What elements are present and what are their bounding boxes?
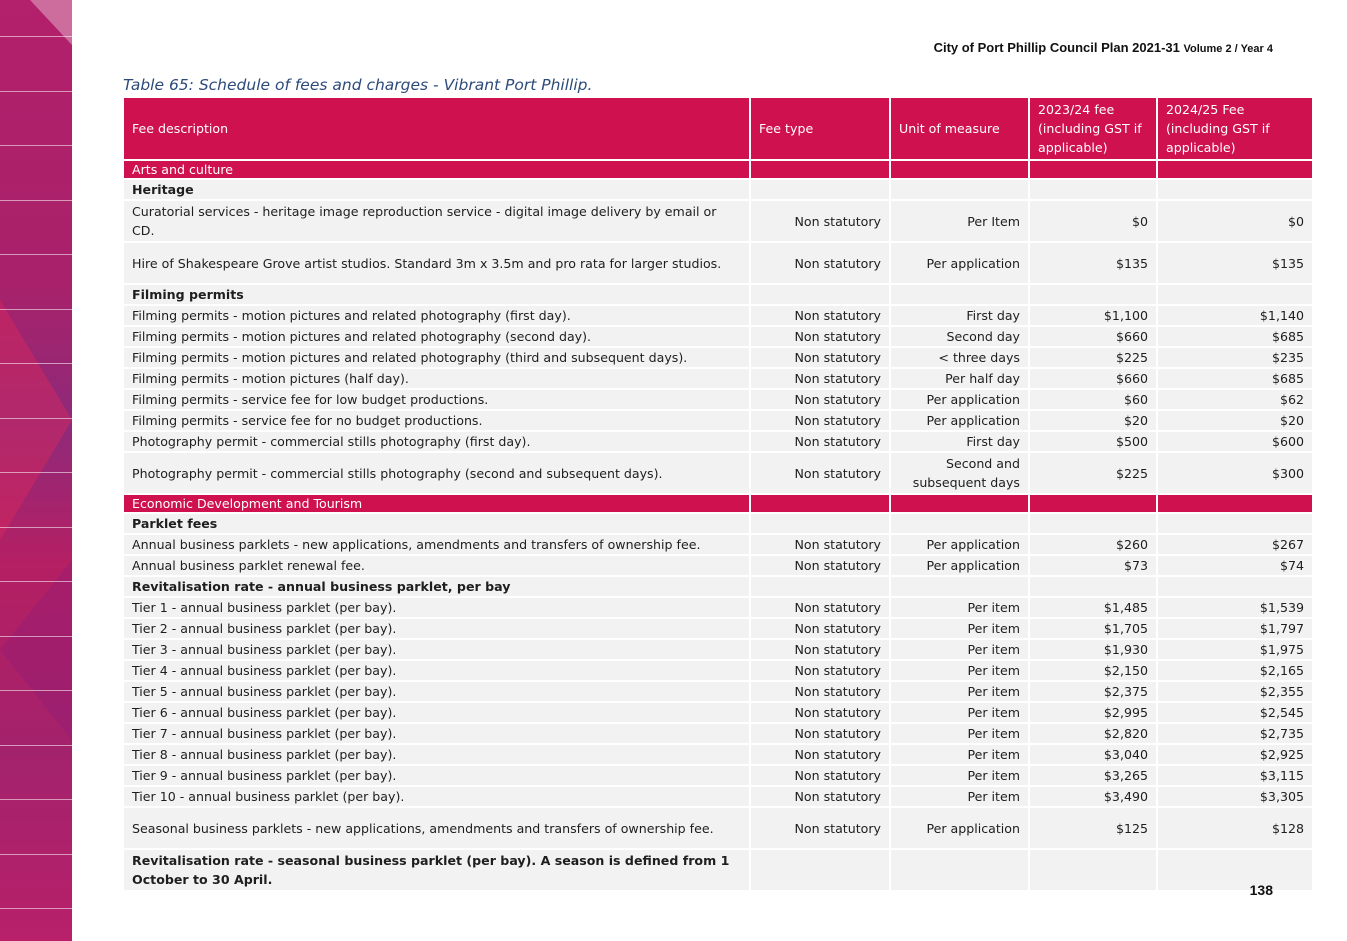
sidebar-divider-line	[0, 36, 72, 37]
sidebar-divider-line	[0, 527, 72, 528]
fee-2023-24-cell: $3,490	[1030, 785, 1158, 806]
fee-2023-24-cell: $3,040	[1030, 743, 1158, 764]
empty-cell	[751, 575, 891, 596]
empty-cell	[1030, 512, 1158, 533]
unit-of-measure-cell: Per item	[891, 596, 1030, 617]
fee-2024-25-cell: $3,305	[1158, 785, 1312, 806]
fee-2023-24-cell: $225	[1030, 346, 1158, 367]
empty-cell	[1158, 283, 1312, 304]
fee-description-cell: Tier 4 - annual business parklet (per bay).	[124, 659, 751, 680]
fee-2024-25-cell: $1,797	[1158, 617, 1312, 638]
table-row	[124, 764, 1312, 785]
fee-description-cell: Filming permits - motion pictures and related photography (first day).	[124, 304, 751, 325]
table-body	[124, 159, 1312, 890]
fee-type-cell: Non statutory	[751, 325, 891, 346]
subheading-row	[124, 178, 1312, 199]
unit-of-measure-cell: Per application	[891, 409, 1030, 430]
sidebar-divider-line	[0, 581, 72, 582]
subheading-row	[124, 575, 1312, 596]
table-row	[124, 367, 1312, 388]
empty-cell	[751, 178, 891, 199]
fee-2023-24-cell: $225	[1030, 451, 1158, 493]
fee-type-cell: Non statutory	[751, 722, 891, 743]
section-empty-cell	[751, 493, 891, 512]
fee-2024-25-cell: $300	[1158, 451, 1312, 493]
fee-2023-24-cell: $1,705	[1030, 617, 1158, 638]
fee-2023-24-cell: $3,265	[1030, 764, 1158, 785]
sidebar-divider-line	[0, 636, 72, 637]
empty-cell	[751, 848, 891, 890]
table-row	[124, 325, 1312, 346]
unit-of-measure-cell: First day	[891, 304, 1030, 325]
table-row	[124, 554, 1312, 575]
subheading-label: Parklet fees	[124, 512, 751, 533]
fee-description-cell: Annual business parklet renewal fee.	[124, 554, 751, 575]
fee-description-cell: Tier 1 - annual business parklet (per bay).	[124, 596, 751, 617]
fee-2023-24-cell: $1,930	[1030, 638, 1158, 659]
fee-type-cell: Non statutory	[751, 241, 891, 283]
document-header	[934, 40, 1273, 55]
table-row	[124, 304, 1312, 325]
fee-2024-25-cell: $685	[1158, 367, 1312, 388]
fee-type-cell: Non statutory	[751, 367, 891, 388]
table-row	[124, 430, 1312, 451]
subheading-label: Filming permits	[124, 283, 751, 304]
fee-type-cell: Non statutory	[751, 554, 891, 575]
fee-description-cell: Filming permits - motion pictures and related photography (second day).	[124, 325, 751, 346]
fee-type-cell: Non statutory	[751, 304, 891, 325]
fee-description-cell: Annual business parklets - new applications, amendments and transfers of ownership fee.	[124, 533, 751, 554]
subheading-row	[124, 512, 1312, 533]
fee-2023-24-cell: $660	[1030, 367, 1158, 388]
table-row	[124, 680, 1312, 701]
sidebar-divider-line	[0, 799, 72, 800]
table-row	[124, 241, 1312, 283]
fee-2023-24-cell: $125	[1030, 806, 1158, 848]
fee-type-cell: Non statutory	[751, 409, 891, 430]
fee-type-cell: Non statutory	[751, 764, 891, 785]
table-row	[124, 743, 1312, 764]
subheading-row	[124, 283, 1312, 304]
fee-2024-25-cell: $3,115	[1158, 764, 1312, 785]
section-empty-cell	[1158, 493, 1312, 512]
column-header-2023-24-fee: 2023/24 fee (including GST if applicable)	[1030, 98, 1158, 159]
fee-type-cell: Non statutory	[751, 596, 891, 617]
table-row	[124, 659, 1312, 680]
empty-cell	[891, 178, 1030, 199]
sidebar-divider-line	[0, 854, 72, 855]
unit-of-measure-cell: Second and subsequent days	[891, 451, 1030, 493]
sidebar-divider-line	[0, 690, 72, 691]
table-row	[124, 722, 1312, 743]
fee-2023-24-cell: $20	[1030, 409, 1158, 430]
empty-cell	[751, 283, 891, 304]
fee-2023-24-cell: $2,995	[1030, 701, 1158, 722]
fee-2023-24-cell: $2,375	[1030, 680, 1158, 701]
fee-type-cell: Non statutory	[751, 617, 891, 638]
table-row	[124, 409, 1312, 430]
sidebar-divider-line	[0, 309, 72, 310]
unit-of-measure-cell: Per item	[891, 680, 1030, 701]
unit-of-measure-cell: Per application	[891, 388, 1030, 409]
section-empty-cell	[1030, 493, 1158, 512]
fee-description-cell: Filming permits - motion pictures and related photography (third and subsequent days).	[124, 346, 751, 367]
empty-cell	[891, 512, 1030, 533]
section-row	[124, 493, 1312, 512]
section-title: Economic Development and Tourism	[124, 493, 751, 512]
fee-2023-24-cell: $2,150	[1030, 659, 1158, 680]
column-header-2024-25-fee: 2024/25 Fee (including GST if applicable)	[1158, 98, 1312, 159]
table-row	[124, 388, 1312, 409]
fee-2023-24-cell: $73	[1030, 554, 1158, 575]
fee-description-cell: Curatorial services - heritage image reproduction service - digital image delivery by email or CD.	[124, 199, 751, 241]
sidebar-triangle-decoration	[0, 300, 72, 540]
fee-type-cell: Non statutory	[751, 659, 891, 680]
fee-2024-25-cell: $135	[1158, 241, 1312, 283]
fee-2024-25-cell: $20	[1158, 409, 1312, 430]
fee-type-cell: Non statutory	[751, 701, 891, 722]
table-row	[124, 199, 1312, 241]
table-row	[124, 617, 1312, 638]
sidebar-divider-line	[0, 145, 72, 146]
fee-2023-24-cell: $1,100	[1030, 304, 1158, 325]
fee-description-cell: Photography permit - commercial stills photography (second and subsequent days).	[124, 451, 751, 493]
fee-description-cell: Seasonal business parklets - new applications, amendments and transfers of ownership fee.	[124, 806, 751, 848]
fee-description-cell: Filming permits - service fee for no budget productions.	[124, 409, 751, 430]
empty-cell	[1158, 575, 1312, 596]
fee-2023-24-cell: $60	[1030, 388, 1158, 409]
empty-cell	[1158, 848, 1312, 890]
unit-of-measure-cell: Per application	[891, 554, 1030, 575]
subheading-row	[124, 848, 1312, 890]
fee-2024-25-cell: $1,975	[1158, 638, 1312, 659]
fee-2023-24-cell: $260	[1030, 533, 1158, 554]
fee-2024-25-cell: $128	[1158, 806, 1312, 848]
empty-cell	[891, 575, 1030, 596]
fee-2023-24-cell: $135	[1030, 241, 1158, 283]
table-row	[124, 806, 1312, 848]
fee-2024-25-cell: $600	[1158, 430, 1312, 451]
fee-description-cell: Tier 9 - annual business parklet (per bay).	[124, 764, 751, 785]
sidebar-divider-line	[0, 91, 72, 92]
document-volume: Volume 2 / Year 4	[1183, 43, 1273, 55]
fee-description-cell: Tier 3 - annual business parklet (per bay).	[124, 638, 751, 659]
sidebar-triangle-decoration	[0, 560, 72, 740]
sidebar-divider-line	[0, 745, 72, 746]
column-header-unit-of-measure: Unit of measure	[891, 98, 1030, 159]
fee-type-cell: Non statutory	[751, 346, 891, 367]
fee-description-cell: Tier 8 - annual business parklet (per bay).	[124, 743, 751, 764]
column-header-fee-type: Fee type	[751, 98, 891, 159]
unit-of-measure-cell: < three days	[891, 346, 1030, 367]
fee-2024-25-cell: $2,355	[1158, 680, 1312, 701]
table-row	[124, 785, 1312, 806]
fee-type-cell: Non statutory	[751, 451, 891, 493]
empty-cell	[1030, 283, 1158, 304]
fee-type-cell: Non statutory	[751, 430, 891, 451]
empty-cell	[751, 512, 891, 533]
unit-of-measure-cell: First day	[891, 430, 1030, 451]
sidebar-divider-line	[0, 908, 72, 909]
unit-of-measure-cell: Per item	[891, 638, 1030, 659]
fee-description-cell: Tier 6 - annual business parklet (per bay).	[124, 701, 751, 722]
unit-of-measure-cell: Per half day	[891, 367, 1030, 388]
subheading-label: Revitalisation rate - seasonal business parklet (per bay). A season is defined from 1 October to 30 April.	[124, 848, 751, 890]
fee-2023-24-cell: $0	[1030, 199, 1158, 241]
unit-of-measure-cell: Per item	[891, 617, 1030, 638]
unit-of-measure-cell: Per item	[891, 659, 1030, 680]
fee-type-cell: Non statutory	[751, 785, 891, 806]
unit-of-measure-cell: Second day	[891, 325, 1030, 346]
fee-description-cell: Filming permits - motion pictures (half day).	[124, 367, 751, 388]
fee-2024-25-cell: $74	[1158, 554, 1312, 575]
empty-cell	[891, 848, 1030, 890]
sidebar-divider-line	[0, 418, 72, 419]
subheading-label: Heritage	[124, 178, 751, 199]
unit-of-measure-cell: Per item	[891, 785, 1030, 806]
empty-cell	[1030, 848, 1158, 890]
table-row	[124, 346, 1312, 367]
section-empty-cell	[891, 159, 1030, 178]
sidebar-triangle-decoration	[30, 0, 72, 45]
empty-cell	[1158, 178, 1312, 199]
unit-of-measure-cell: Per item	[891, 722, 1030, 743]
empty-cell	[1030, 575, 1158, 596]
fee-description-cell: Tier 10 - annual business parklet (per bay).	[124, 785, 751, 806]
unit-of-measure-cell: Per item	[891, 743, 1030, 764]
fees-table	[124, 98, 1312, 890]
fee-2023-24-cell: $660	[1030, 325, 1158, 346]
fee-2024-25-cell: $1,140	[1158, 304, 1312, 325]
fee-type-cell: Non statutory	[751, 199, 891, 241]
fee-2023-24-cell: $500	[1030, 430, 1158, 451]
section-row	[124, 159, 1312, 178]
fee-2024-25-cell: $235	[1158, 346, 1312, 367]
section-title: Arts and culture	[124, 159, 751, 178]
sidebar-divider-line	[0, 200, 72, 201]
fee-2024-25-cell: $2,735	[1158, 722, 1312, 743]
fee-2024-25-cell: $2,545	[1158, 701, 1312, 722]
fee-description-cell: Tier 2 - annual business parklet (per bay).	[124, 617, 751, 638]
empty-cell	[1158, 512, 1312, 533]
fee-description-cell: Tier 5 - annual business parklet (per bay).	[124, 680, 751, 701]
fee-type-cell: Non statutory	[751, 680, 891, 701]
fee-2024-25-cell: $2,165	[1158, 659, 1312, 680]
fee-type-cell: Non statutory	[751, 533, 891, 554]
fee-type-cell: Non statutory	[751, 638, 891, 659]
section-empty-cell	[1158, 159, 1312, 178]
unit-of-measure-cell: Per Item	[891, 199, 1030, 241]
fee-description-cell: Filming permits - service fee for low budget productions.	[124, 388, 751, 409]
unit-of-measure-cell: Per item	[891, 764, 1030, 785]
fee-2024-25-cell: $685	[1158, 325, 1312, 346]
section-empty-cell	[751, 159, 891, 178]
fee-description-cell: Photography permit - commercial stills photography (first day).	[124, 430, 751, 451]
sidebar-divider-line	[0, 254, 72, 255]
fee-2024-25-cell: $267	[1158, 533, 1312, 554]
table-row	[124, 701, 1312, 722]
fee-description-cell: Hire of Shakespeare Grove artist studios. Standard 3m x 3.5m and pro rata for larger studios.	[124, 241, 751, 283]
table-row	[124, 638, 1312, 659]
page-number: 138	[1249, 882, 1273, 898]
empty-cell	[1030, 178, 1158, 199]
fee-2024-25-cell: $2,925	[1158, 743, 1312, 764]
empty-cell	[891, 283, 1030, 304]
subheading-label: Revitalisation rate - annual business parklet, per bay	[124, 575, 751, 596]
fee-2024-25-cell: $62	[1158, 388, 1312, 409]
document-title: City of Port Phillip Council Plan 2021-31	[933, 40, 1180, 55]
table-caption: Table 65: Schedule of fees and charges - Vibrant Port Phillip.	[123, 76, 593, 94]
fee-description-cell: Tier 7 - annual business parklet (per bay).	[124, 722, 751, 743]
fee-2024-25-cell: $1,539	[1158, 596, 1312, 617]
fee-type-cell: Non statutory	[751, 743, 891, 764]
fee-2023-24-cell: $1,485	[1030, 596, 1158, 617]
table-row	[124, 596, 1312, 617]
unit-of-measure-cell: Per application	[891, 806, 1030, 848]
table-row	[124, 451, 1312, 493]
table-row	[124, 533, 1312, 554]
decorative-sidebar	[0, 0, 72, 941]
unit-of-measure-cell: Per item	[891, 701, 1030, 722]
fee-type-cell: Non statutory	[751, 388, 891, 409]
column-header-fee-description: Fee description	[124, 98, 751, 159]
section-empty-cell	[891, 493, 1030, 512]
fee-type-cell: Non statutory	[751, 806, 891, 848]
section-empty-cell	[1030, 159, 1158, 178]
fee-2024-25-cell: $0	[1158, 199, 1312, 241]
sidebar-divider-line	[0, 363, 72, 364]
sidebar-divider-line	[0, 472, 72, 473]
fee-2023-24-cell: $2,820	[1030, 722, 1158, 743]
unit-of-measure-cell: Per application	[891, 241, 1030, 283]
unit-of-measure-cell: Per application	[891, 533, 1030, 554]
table-header-row	[124, 98, 1312, 159]
